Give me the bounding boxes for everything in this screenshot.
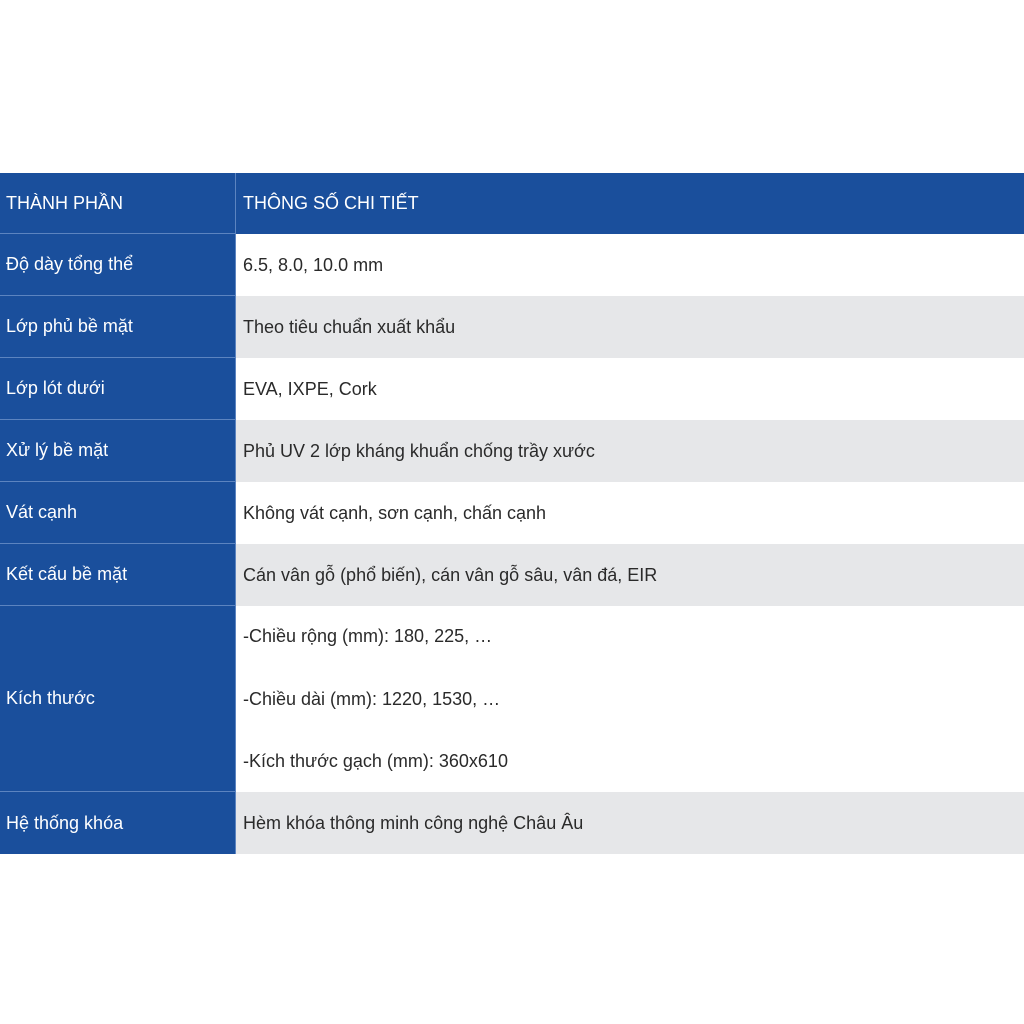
table-row [0,482,1024,544]
spec-table [0,173,1024,854]
header-component: THÀNH PHẦN [0,173,235,234]
table-header-row [0,173,1024,234]
row-label: Kích thước [0,606,235,792]
table-row [0,544,1024,606]
row-label: Hệ thống khóa [0,792,235,854]
size-length-line: -Chiều dài (mm): 1220, 1530, … [243,688,501,709]
row-label: Xử lý bề mặt [0,420,235,482]
row-value: Theo tiêu chuẩn xuất khẩu [235,296,1024,358]
header-details: THÔNG SỐ CHI TIẾT [235,173,1024,234]
table-row [0,420,1024,482]
row-value: Hèm khóa thông minh công nghệ Châu Âu [235,792,1024,854]
table-row [0,606,1024,792]
row-value: Không vát cạnh, sơn cạnh, chấn cạnh [235,482,1024,544]
size-width-line: -Chiều rộng (mm): 180, 225, … [243,626,493,646]
table-row [0,296,1024,358]
row-label: Lớp phủ bề mặt [0,296,235,358]
row-label: Vát cạnh [0,482,235,544]
row-label: Kết cấu bề mặt [0,544,235,606]
row-label: Lớp lót dưới [0,358,235,420]
row-value: 6.5, 8.0, 10.0 mm [235,234,1024,296]
row-value: EVA, IXPE, Cork [235,358,1024,420]
table-row [0,792,1024,854]
row-value: Cán vân gỗ (phổ biến), cán vân gỗ sâu, vân đá, EIR [235,544,1024,606]
size-tile-line: -Kích thước gạch (mm): 360x610 [243,751,508,771]
table-row [0,358,1024,420]
row-value-list [235,606,1024,792]
row-label: Độ dày tổng thể [0,234,235,296]
table-row [0,234,1024,296]
row-value: Phủ UV 2 lớp kháng khuẩn chống trầy xước [235,420,1024,482]
